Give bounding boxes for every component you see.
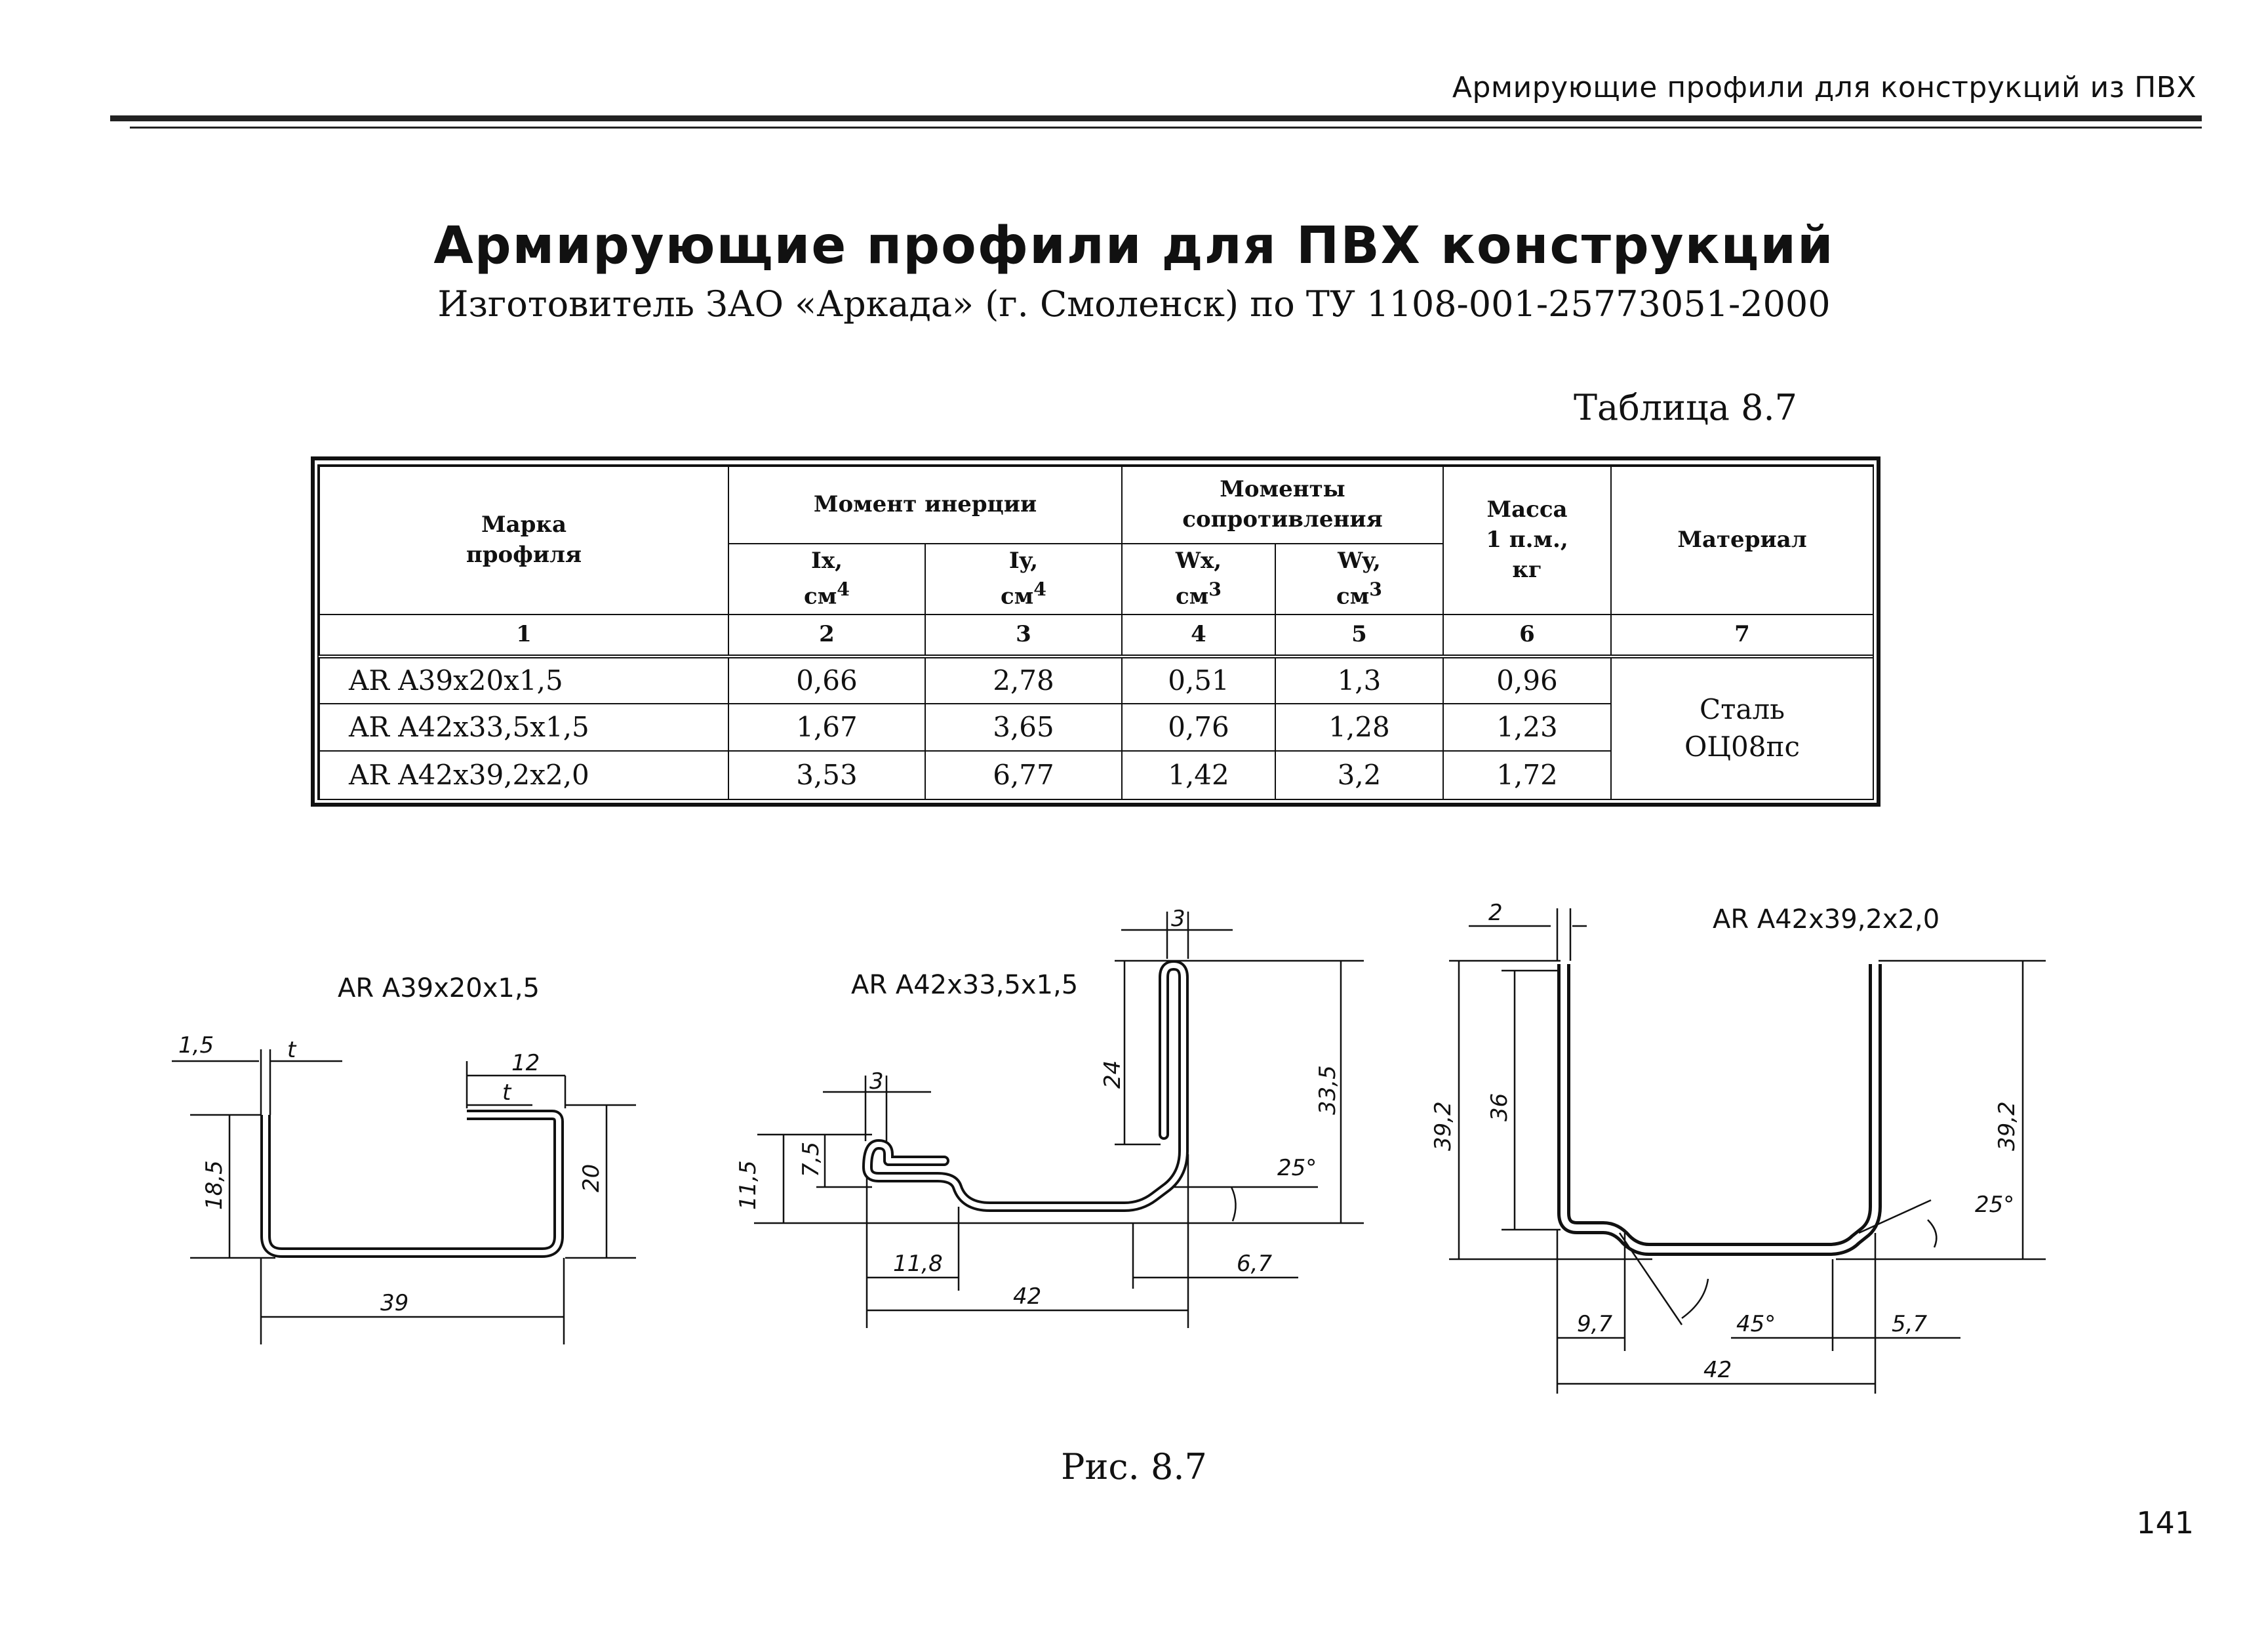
- dim-label: t: [287, 1037, 296, 1063]
- row-mass: 1,72: [1443, 751, 1611, 799]
- profile-ar-a42x39: [1430, 900, 2046, 1394]
- page-title: Армирующие профили для ПВХ конструкций: [433, 216, 1835, 275]
- col-number: 1: [319, 615, 728, 656]
- row-wx: 0,51: [1122, 656, 1275, 704]
- col-number: 4: [1122, 615, 1275, 656]
- dim-label: 45°: [1736, 1311, 1776, 1337]
- dim-label: 2: [1488, 900, 1503, 926]
- row-mass: 0,96: [1443, 656, 1611, 704]
- header-material: Материал: [1611, 466, 1873, 615]
- header-wy: Wy, $см^3$: [1275, 544, 1443, 615]
- col-number: 5: [1275, 615, 1443, 656]
- row-wx: 0,76: [1122, 704, 1275, 751]
- col-number: 6: [1443, 615, 1611, 656]
- header-iy: Iy, $см^4$: [925, 544, 1122, 615]
- header-mass: Масса 1 п.м., кг: [1443, 466, 1611, 615]
- table-caption: Таблица 8.7: [1574, 387, 1797, 428]
- row-mark: AR A42x33,5x1,5: [319, 704, 728, 751]
- fig2-title: AR A42x33,5x1,5: [851, 970, 1079, 1000]
- header-ix: Ix, $см^4$: [728, 544, 925, 615]
- row-mark: AR A42x39,2x2,0: [319, 751, 728, 799]
- dim-label: 25°: [1277, 1155, 1317, 1181]
- dim-label: 39,2: [1994, 1101, 2020, 1151]
- dim-label: 36: [1486, 1093, 1513, 1121]
- profile-ar-a42x33: [735, 906, 1364, 1328]
- header-mark: Марка профиля: [319, 466, 728, 615]
- row-mark: AR A39x20x1,5: [319, 656, 728, 704]
- row-ix: 3,53: [728, 751, 925, 799]
- dim-label: 42: [1703, 1357, 1732, 1383]
- dim-label: 5,7: [1892, 1311, 1928, 1337]
- dim-label: 7,5: [798, 1141, 824, 1177]
- row-ix: 1,67: [728, 704, 925, 751]
- dim-label: 3: [1171, 906, 1185, 932]
- dim-label: 18,5: [201, 1160, 228, 1210]
- header-resistance: Моменты сопротивления: [1122, 466, 1443, 544]
- row-ix: 0,66: [728, 656, 925, 704]
- dim-label: 39: [380, 1290, 409, 1316]
- fig3-title: AR A42x39,2x2,0: [1713, 904, 1940, 935]
- page-subtitle: Изготовитель ЗАО «Аркада» (г. Смоленск) по ТУ 1108-001-25773051-2000: [437, 283, 1831, 325]
- row-wy: 3,2: [1275, 751, 1443, 799]
- profile-ar-a39x20: [172, 973, 636, 1344]
- col-number: 2: [728, 615, 925, 656]
- dim-label: 24: [1100, 1060, 1126, 1089]
- fig1-title: AR A39x20x1,5: [338, 973, 540, 1003]
- row-iy: 3,65: [925, 704, 1122, 751]
- figure-caption: Рис. 8.7: [1061, 1446, 1207, 1487]
- dim-label: 6,7: [1237, 1251, 1273, 1277]
- header-inertia: Момент инерции: [728, 466, 1122, 544]
- row-wx: 1,42: [1122, 751, 1275, 799]
- dim-label: t: [502, 1079, 511, 1106]
- dim-label: 25°: [1975, 1192, 2015, 1218]
- col-number: 7: [1611, 615, 1873, 656]
- dim-label: 42: [1013, 1283, 1042, 1310]
- dim-label: 3: [869, 1068, 884, 1095]
- row-material: Сталь ОЦ08пс: [1611, 656, 1873, 799]
- col-number: 3: [925, 615, 1122, 656]
- dim-label: 12: [511, 1050, 540, 1076]
- dim-label: 33,5: [1315, 1065, 1341, 1115]
- running-title: Армирующие профили для конструкций из ПВХ: [1452, 71, 2197, 104]
- header-wx: Wx, $см^3$: [1122, 544, 1275, 615]
- dim-label: 11,5: [735, 1160, 761, 1210]
- dim-label: 20: [578, 1163, 605, 1192]
- dim-label: 39,2: [1430, 1101, 1456, 1151]
- page-number: 141: [2136, 1505, 2194, 1541]
- row-mass: 1,23: [1443, 704, 1611, 751]
- row-wy: 1,28: [1275, 704, 1443, 751]
- row-wy: 1,3: [1275, 656, 1443, 704]
- dim-label: 11,8: [893, 1251, 943, 1277]
- dim-label: 9,7: [1577, 1311, 1613, 1337]
- row-iy: 6,77: [925, 751, 1122, 799]
- row-iy: 2,78: [925, 656, 1122, 704]
- dim-label: 1,5: [178, 1032, 214, 1058]
